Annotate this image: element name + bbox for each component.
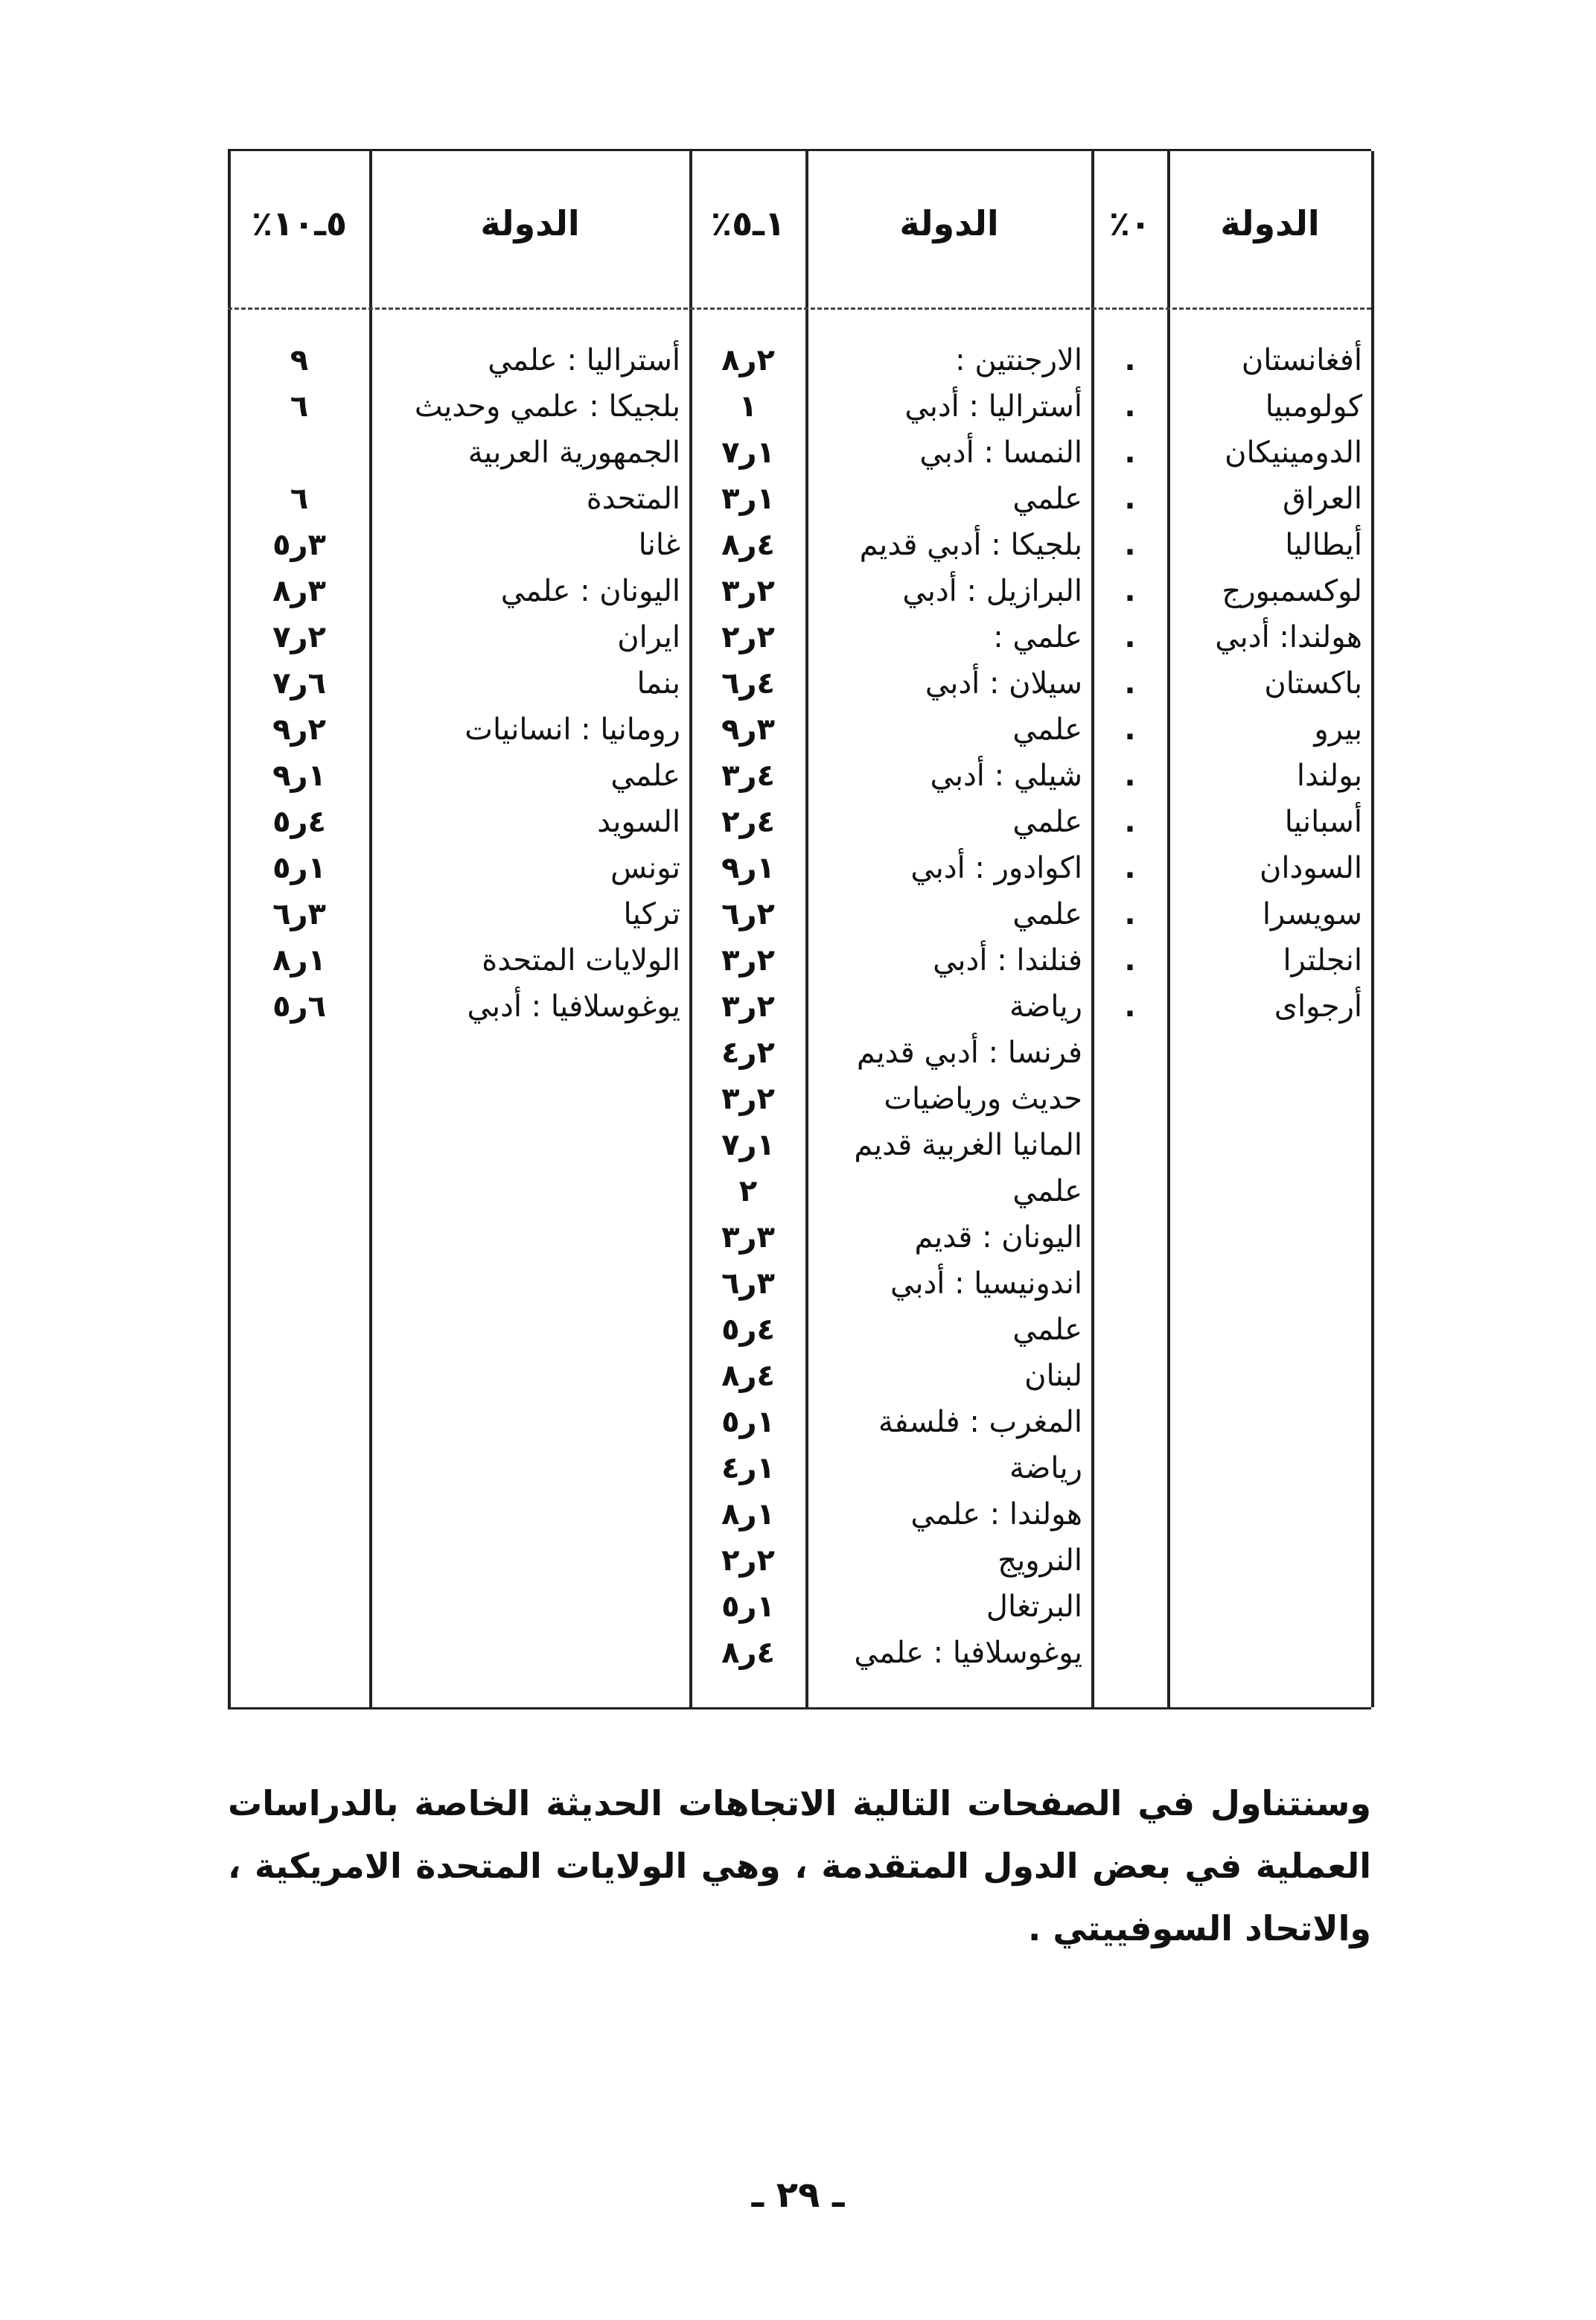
- table-cell-value: ٢: [738, 1174, 758, 1208]
- table-cell-value: .: [1124, 343, 1136, 377]
- table-cell-value: ٢ر٣: [721, 574, 775, 608]
- table-cell-country: بولندا: [1296, 759, 1362, 793]
- table-cell-country: اليونان : قديم: [914, 1220, 1082, 1255]
- table-cell-country: بنما: [636, 666, 680, 701]
- table-cell-value: ٣ر٥: [272, 528, 326, 562]
- table-cell-country: فرنسا : أدبي قديم: [856, 1036, 1082, 1070]
- table-cell-country: البرازيل : أدبي: [902, 574, 1082, 608]
- table-cell-value: ٢ر٣: [721, 1082, 775, 1116]
- table-cell-country: بلجيكا : علمي وحديث: [414, 389, 680, 424]
- table-cell-country: يوغوسلافيا : علمي: [854, 1636, 1082, 1670]
- table-cell-country: الولايات المتحدة: [482, 943, 680, 978]
- table-cell-country: لوكسمبورج: [1222, 574, 1362, 608]
- table-cell-country: حديث ورياضيات: [884, 1082, 1082, 1116]
- table-cell-value: ٩: [290, 343, 309, 377]
- table-cell-value: .: [1124, 482, 1136, 516]
- table-cell-value: ٦ر٥: [272, 989, 326, 1024]
- table-cell-country: علمي :: [993, 620, 1082, 654]
- body-paragraph: [228, 1772, 1371, 1960]
- table-cell-value: ٢ر٨: [721, 343, 775, 377]
- countries-percentage-table: [228, 149, 1371, 1709]
- table-cell-value: [229, 430, 369, 476]
- table-cell-country: علمي: [1012, 482, 1082, 516]
- table-cell-value: ٣ر٩: [721, 713, 775, 747]
- table-cell-country: اكوادور : أدبي: [910, 851, 1082, 885]
- table-cell-country: علمي: [610, 759, 680, 793]
- table-cell-country: السودان: [1260, 851, 1362, 885]
- table-cell-value: .: [1124, 574, 1136, 608]
- table-cell-country: المتحدة: [586, 482, 680, 516]
- table-cell-value: ٤ر٥: [272, 805, 326, 839]
- table-cell-country: تركيا: [623, 897, 680, 931]
- table-cell-value: ٣ر٣: [721, 1220, 775, 1255]
- table-cell-value: .: [1124, 389, 1136, 424]
- table-cell-country: أستراليا : أدبي: [904, 389, 1082, 424]
- table-cell-country: فنلندا : أدبي: [933, 943, 1082, 978]
- table-cell-country: النمسا : أدبي: [919, 436, 1082, 470]
- table-cell-country: المغرب : فلسفة: [878, 1405, 1082, 1439]
- col-pct-five-ten: [229, 151, 369, 1707]
- table-cell-country: اليونان : علمي: [500, 574, 680, 608]
- table-cell-value: ١ر٩: [721, 851, 775, 885]
- header-pct-five-ten: ٥ـ١٠٪: [251, 203, 348, 243]
- table-cell-country: كولومبيا: [1265, 389, 1362, 424]
- table-cell-country: رياضة: [1009, 989, 1082, 1024]
- table-cell-country: المانيا الغربية قديم: [854, 1128, 1082, 1162]
- table-cell-country: ايران: [617, 620, 680, 654]
- table-cell-value: ١: [738, 389, 758, 424]
- table-cell-value: ٤ر٨: [721, 1359, 775, 1393]
- header-country-zero: الدولة: [1220, 203, 1320, 243]
- table-cell-value: ١ر٤: [721, 1451, 775, 1485]
- table-cell-value: ٦: [290, 389, 309, 424]
- table-cell-country: تونس: [610, 851, 680, 885]
- table-cell-value: .: [1124, 666, 1136, 701]
- table-cell-country: شيلي : أدبي: [930, 759, 1082, 793]
- table-cell-value: ١ر٥: [721, 1405, 775, 1439]
- table-cell-country: باكستان: [1264, 666, 1362, 701]
- table-cell-country: الدومينيكان: [1225, 436, 1362, 470]
- group-zero-countries: [1169, 337, 1371, 1030]
- table-cell-country: أيطاليا: [1285, 528, 1362, 562]
- table-cell-value: .: [1124, 528, 1136, 562]
- table-cell-country: علمي: [1012, 1174, 1082, 1208]
- table-cell-country: العراق: [1283, 482, 1362, 516]
- table-cell-value: ٤ر٢: [721, 805, 775, 839]
- table-cell-value: ٢ر٣: [721, 943, 775, 978]
- table-cell-country: هولندا: أدبي: [1215, 620, 1362, 654]
- table-cell-country: الارجنتين :: [955, 343, 1082, 377]
- table-cell-value: ١ر٧: [721, 436, 775, 470]
- table-cell-country: رياضة: [1009, 1451, 1082, 1485]
- table-cell-value: .: [1124, 943, 1136, 978]
- table-cell-value: ١ر٥: [721, 1590, 775, 1624]
- table-cell-value: ٤ر٨: [721, 528, 775, 562]
- table-cell-value: ٣ر٨: [272, 574, 326, 608]
- table-cell-country: لبنان: [1024, 1359, 1082, 1393]
- table-cell-country: أرجواى: [1274, 989, 1362, 1024]
- paragraph-text: وسنتناول في الصفحات التالية الاتجاهات الحديثة الخاصة بالدراسات العملية في بعض الدول المتقدمة ، وهي الولايات المتحدة الامريكية ، والاتحاد السوفييتي .: [228, 1783, 1371, 1948]
- table-cell-country: رومانيا : انسانيات: [465, 713, 680, 747]
- header-pct-zero: ٠٪: [1108, 203, 1152, 243]
- table-cell-value: ١ر٨: [721, 1497, 775, 1532]
- table-cell-value: ٢ر٩: [272, 713, 326, 747]
- table-cell-country: أفغانستان: [1241, 343, 1362, 377]
- header-pct-one-five: ١ـ٥٪: [711, 203, 785, 243]
- table-cell-value: ٦: [290, 482, 309, 516]
- table-cell-value: ٤ر٥: [721, 1313, 775, 1347]
- table-cell-value: ١ر٩: [272, 759, 326, 793]
- table-cell-country: اندونيسيا : أدبي: [890, 1266, 1082, 1301]
- table-cell-value: ٤ر٦: [721, 666, 775, 701]
- table-cell-country: النرويج: [998, 1543, 1082, 1578]
- table-cell-value: ٢ر٦: [721, 897, 775, 931]
- table-cell-country: سيلان : أدبي: [925, 666, 1082, 701]
- table-cell-country: بلجيكا : أدبي قديم: [859, 528, 1082, 562]
- table-cell-country: علمي: [1012, 1313, 1082, 1347]
- table-cell-value: .: [1124, 851, 1136, 885]
- table-cell-value: ٢ر٧: [272, 620, 326, 654]
- table-cell-value: ٣ر٦: [721, 1266, 775, 1301]
- table-cell-country: سويسرا: [1262, 897, 1362, 931]
- table-cell-value: ١ر٥: [272, 851, 326, 885]
- table-cell-value: .: [1124, 805, 1136, 839]
- table-border-right: [1371, 151, 1374, 1707]
- col-pct-one-five: [691, 151, 805, 1707]
- col-country-five-ten: [371, 151, 689, 1707]
- table-cell-country: انجلترا: [1283, 943, 1362, 978]
- table-cell-country: بيرو: [1314, 713, 1362, 747]
- table-cell-value: .: [1124, 989, 1136, 1024]
- table-cell-country: هولندا : علمي: [910, 1497, 1082, 1532]
- table-cell-value: .: [1124, 620, 1136, 654]
- table-cell-value: ٢ر٣: [721, 989, 775, 1024]
- table-cell-value: ٦ر٧: [272, 666, 326, 701]
- table-cell-value: ١ر٧: [721, 1128, 775, 1162]
- table-cell-value: ١ر٣: [721, 482, 775, 516]
- table-cell-value: .: [1124, 713, 1136, 747]
- table-cell-country: أستراليا : علمي: [488, 343, 680, 377]
- table-cell-value: ٤ر٣: [721, 759, 775, 793]
- table-cell-value: ٤ر٨: [721, 1636, 775, 1670]
- table-cell-country: غانا: [638, 528, 680, 562]
- table-cell-country: علمي: [1012, 713, 1082, 747]
- group-five-ten-values: [229, 337, 369, 1030]
- table-cell-value: ٢ر٢: [721, 1543, 775, 1578]
- table-cell-country: الجمهورية العربية: [467, 436, 680, 470]
- table-cell-value: .: [1124, 897, 1136, 931]
- group-one-five-countries: [807, 337, 1091, 1676]
- table-cell-country: علمي: [1012, 897, 1082, 931]
- col-pct-zero: [1093, 151, 1167, 1707]
- table-cell-value: ٣ر٦: [272, 897, 326, 931]
- header-country-five-ten: الدولة: [480, 203, 580, 243]
- table-cell-value: .: [1124, 436, 1136, 470]
- group-zero-values: [1093, 337, 1167, 1030]
- table-cell-country: يوغوسلافيا : أدبي: [467, 989, 680, 1024]
- page-number: ـ ٢٩ ـ: [751, 2174, 845, 2216]
- header-country-one-five: الدولة: [899, 203, 999, 243]
- table-cell-value: .: [1124, 759, 1136, 793]
- table-cell-country: السويد: [597, 805, 680, 839]
- col-country-one-five: [807, 151, 1091, 1707]
- group-one-five-values: [691, 337, 805, 1676]
- table-cell-country: البرتغال: [986, 1590, 1082, 1624]
- col-country-zero: [1169, 151, 1371, 1707]
- table-cell-country: أسبانيا: [1284, 805, 1362, 839]
- table-cell-value: ٢ر٢: [721, 620, 775, 654]
- table-cell-value: ٢ر٤: [721, 1036, 775, 1070]
- group-five-ten-countries: [371, 337, 689, 1030]
- table-cell-country: علمي: [1012, 805, 1082, 839]
- table-cell-value: ١ر٨: [272, 943, 326, 978]
